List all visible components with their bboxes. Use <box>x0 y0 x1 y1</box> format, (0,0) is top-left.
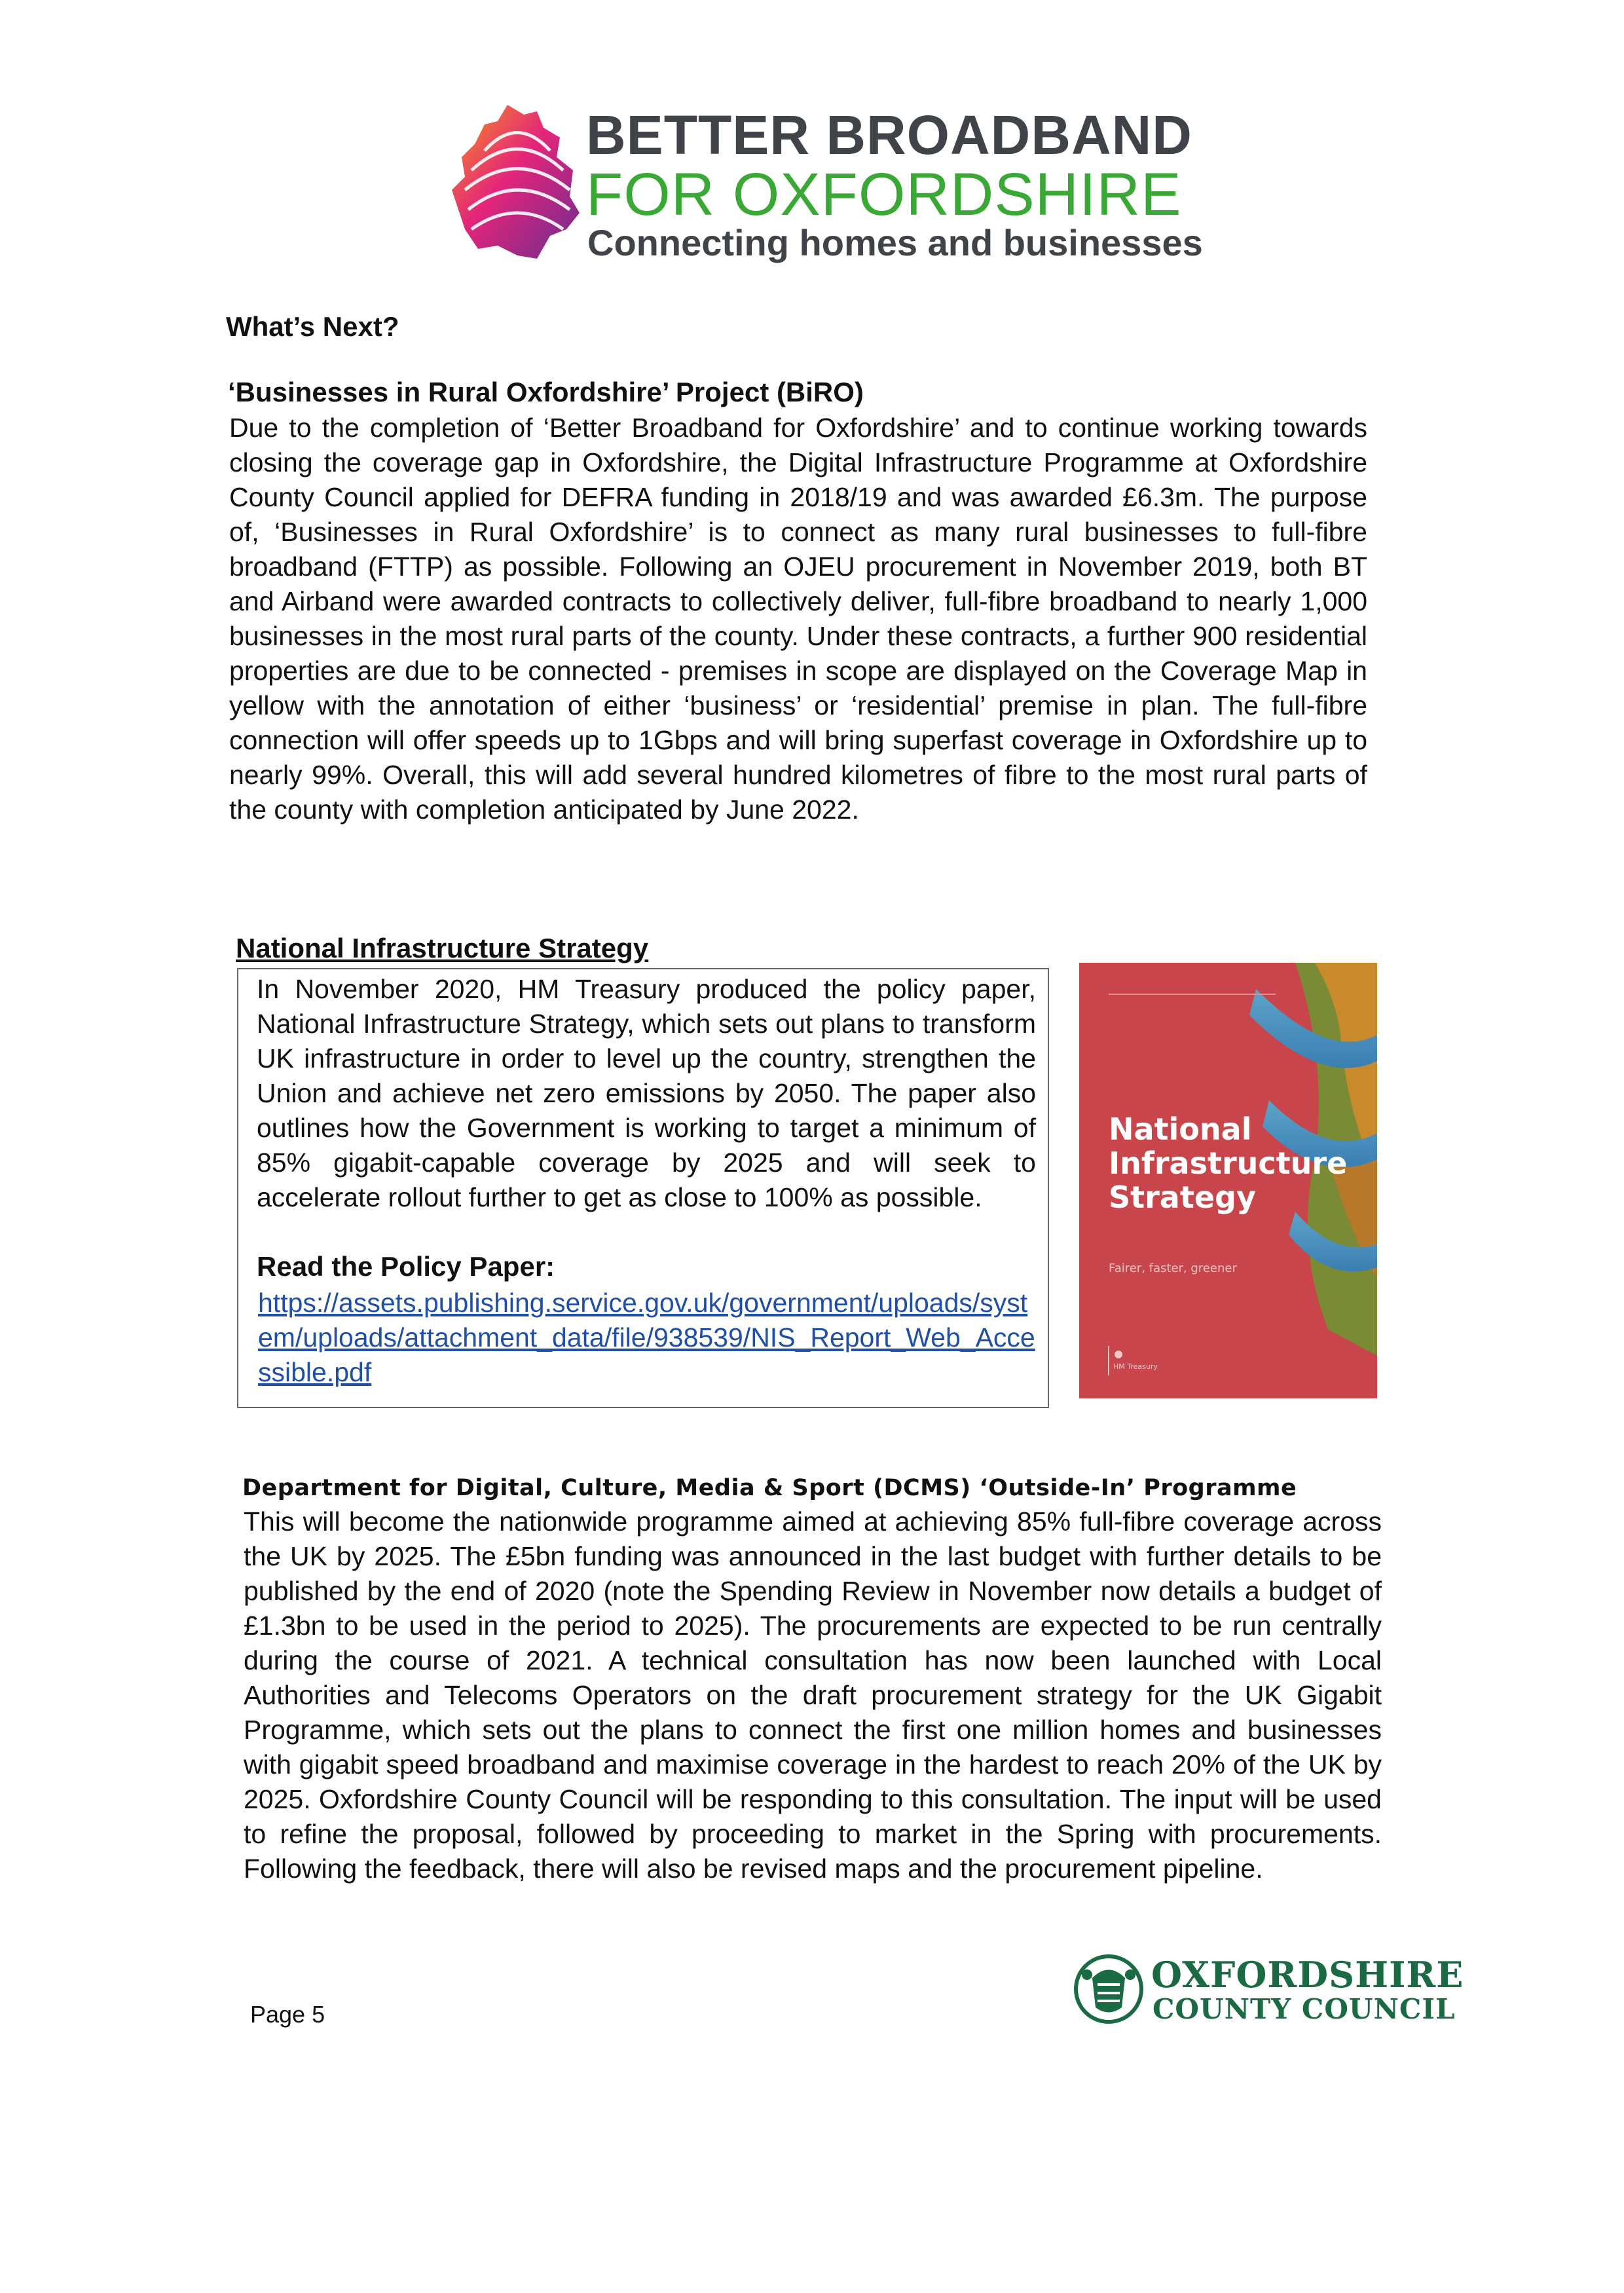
cover-title-line1: National <box>1109 1111 1252 1147</box>
cover-publisher: HM Treasury <box>1113 1362 1158 1371</box>
nis-paragraph: In November 2020, HM Treasury produced the policy paper, National Infrastructure Strategy, which sets out plans to transform UK infrastructure in order to level up the country, strengthen the Union and achieve net zero emissions by 2050. The paper also outlines how the Government is working to target a minimum of 85% gigabit-capable coverage by 2025 and will seek to accelerate rollout further to get as close to 100% as possible. <box>257 974 1036 1212</box>
whats-next-heading: What’s Next? <box>226 311 399 342</box>
read-policy-label: Read the Policy Paper: <box>257 1251 555 1282</box>
cover-subtitle: Fairer, faster, greener <box>1109 1261 1237 1275</box>
council-name-line2: COUNTY COUNCIL <box>1153 1993 1456 2025</box>
cover-title-line3: Strategy <box>1109 1180 1256 1215</box>
logo-title-line1: BETTER BROADBAND <box>586 104 1192 166</box>
policy-paper-link[interactable]: https://assets.publishing.service.gov.uk/government/uploads/system/uploads/attachment_data/file/938539/NIS_Report_Web_Accessible.pdf <box>258 1288 1035 1387</box>
biro-heading: ‘Businesses in Rural Oxfordshire’ Project (BiRO) <box>228 377 864 407</box>
better-broadband-logo <box>445 98 1203 269</box>
oxfordshire-county-council-logo <box>1073 1948 1464 2034</box>
council-name-line1: OXFORDSHIRE <box>1151 1954 1464 1996</box>
crown-crest-icon <box>1115 1351 1122 1358</box>
logo-tagline: Connecting homes and businesses <box>587 222 1203 263</box>
nis-heading: National Infrastructure Strategy <box>236 933 649 963</box>
biro-paragraph: Due to the completion of ‘Better Broadband for Oxfordshire’ and to continue working towards closing the coverage gap in Oxfordshire, the Digital Infrastructure Programme at Oxfordshire County Council applied for DEFRA funding in 2018/19 and was awarded £6.3m. The purpose of, ‘Businesses in Rural Oxfordshire’ is to connect as many rural businesses to full-fibre broadband (FTTP) as possible. Following an OJEU procurement in November 2019, both BT and Airband were awarded contracts to collectively deliver, full-fibre broadband to nearly 1,000 businesses in the most rural parts of the county. Under these contracts, a further 900 residential properties are due to be connected - premises in scope are displayed on the Coverage Map in yellow with the annotation of either ‘business’ or ‘residential’ premise in plan. The full-fibre connection will offer speeds up to 1Gbps and will bring superfast coverage in Oxfordshire up to nearly 99%. Overall, this will add several hundred kilometres of fibre to the most rural parts of the county with completion anticipated by June 2022. <box>229 413 1367 825</box>
cover-title-line2: Infrastructure <box>1109 1146 1348 1181</box>
page-number: Page 5 <box>250 2001 325 2028</box>
dcms-heading: Department for Digital, Culture, Media & Sport (DCMS) ‘Outside-In’ Programme <box>242 1475 1297 1501</box>
oxfordshire-map-icon <box>445 98 583 269</box>
nis-report-cover <box>1079 963 1377 1398</box>
council-crest-icon <box>1073 1948 1145 2030</box>
dcms-paragraph: This will become the nationwide programme aimed at achieving 85% full-fibre coverage across the UK by 2025. The £5bn funding was announced in the last budget with further details to be published by the end of 2020 (note the Spending Review in November now details a budget of £1.3bn to be used in the period to 2025). The procurements are expected to be run centrally during the course of 2021. A technical consultation has now been launched with Local Authorities and Telecoms Operators on the draft procurement strategy for the UK Gigabit Programme, which sets out the plans to connect the first one million homes and businesses with gigabit speed broadband and maximise coverage in the hardest to reach 20% of the UK by 2025. Oxfordshire County Council will be responding to this consultation. The input will be used to refine the proposal, followed by proceeding to market in the Spring with procurements. Following the feedback, there will also be revised maps and the procurement pipeline. <box>244 1506 1382 1884</box>
logo-title-line2: FOR OXFORDSHIRE <box>586 161 1182 228</box>
